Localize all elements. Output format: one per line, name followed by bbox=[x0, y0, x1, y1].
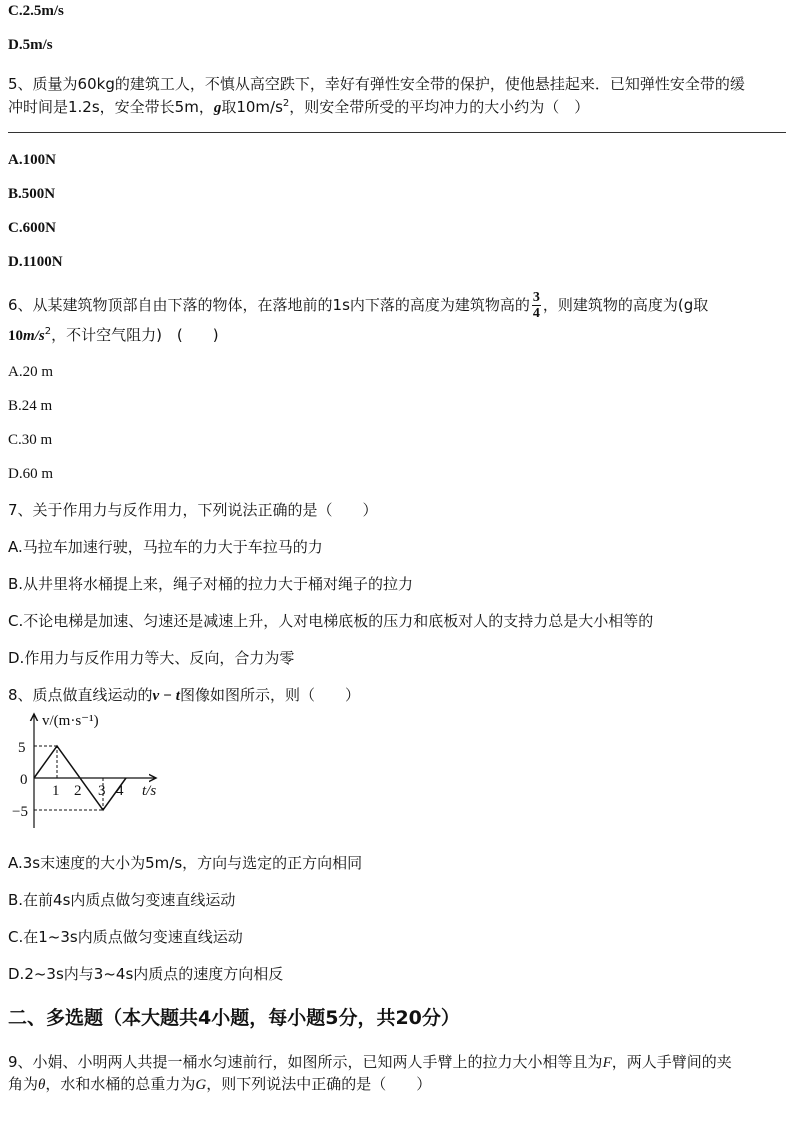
q8-stem-part-a: 8、质点做直线运动的 bbox=[8, 686, 153, 704]
q9-symbol-F: F bbox=[602, 1055, 612, 1071]
q5-stem-line1: 5、质量为60kg的建筑工人，不慎从高空跌下，幸好有弹性安全带的保护，使他悬挂起来．已知弹性安全带的缓 bbox=[8, 75, 745, 93]
q8-stem bbox=[8, 684, 786, 707]
q6-option-b: B.24 m bbox=[8, 398, 53, 414]
x-tick-2: 2 bbox=[74, 783, 82, 799]
q9-stem-part-e: ，则下列说法中正确的是（ ） bbox=[206, 1075, 432, 1093]
q7-option-c: C.不论电梯是加速、匀速还是减速上升，人对电梯底板的压力和底板对人的支持力总是大小相等的 bbox=[8, 612, 654, 630]
x-tick-4: 4 bbox=[116, 783, 124, 799]
q8-option-c: C.在1~3s内质点做匀变速直线运动 bbox=[8, 928, 243, 946]
q8-option-d: D.2~3s内与3~4s内质点的速度方向相反 bbox=[8, 965, 284, 983]
q8-vt-symbol: v − t bbox=[152, 688, 180, 704]
q5-option-d: D.1100N bbox=[8, 254, 63, 270]
x-tick-3: 3 bbox=[98, 783, 106, 799]
q6-option-a: A.20 m bbox=[8, 364, 53, 380]
q7-option-d: D.作用力与反作用力等大、反向，合力为零 bbox=[8, 649, 295, 667]
q9-stem-line1 bbox=[8, 1051, 786, 1074]
q5-stem-line2 bbox=[8, 96, 786, 119]
q5-option-c: C.600N bbox=[8, 220, 56, 236]
q9-symbol-theta: θ bbox=[38, 1077, 46, 1093]
q6-fraction bbox=[532, 290, 541, 321]
q6-fraction-numerator: 3 bbox=[532, 290, 540, 305]
q8-option-a: A.3s末速度的大小为5m/s，方向与选定的正方向相同 bbox=[8, 854, 363, 872]
q6-number: 10 bbox=[8, 328, 23, 344]
q5-symbol-g: g bbox=[213, 100, 222, 116]
vt-graph bbox=[6, 706, 176, 834]
q4-option-c: C.2.5m/s bbox=[8, 3, 64, 19]
x-tick-1: 1 bbox=[52, 783, 60, 799]
q6-stem-line2 bbox=[8, 324, 786, 347]
q4-option-d: D.5m/s bbox=[8, 37, 53, 53]
q9-stem-line2 bbox=[8, 1073, 786, 1096]
q7-option-a: A.马拉车加速行驶，马拉车的力大于车拉马的力 bbox=[8, 538, 323, 556]
y-tick-0: 0 bbox=[20, 772, 28, 788]
q7-stem: 7、关于作用力与反作用力，下列说法正确的是（ ） bbox=[8, 501, 378, 519]
y-tick-5: 5 bbox=[18, 740, 26, 756]
q5-stem-part-b: 取10m/s bbox=[221, 98, 283, 116]
x-axis-label: t/s bbox=[142, 783, 157, 799]
y-axis-label: v/(m·s⁻¹) bbox=[42, 713, 99, 729]
q9-stem-part-a: 9、小娟、小明两人共提一桶水匀速前行，如图所示，已知两人手臂上的拉力大小相等且为 bbox=[8, 1053, 603, 1071]
q5-option-b: B.500N bbox=[8, 186, 56, 202]
q6-option-c: C.30 m bbox=[8, 432, 53, 448]
y-tick-neg5: −5 bbox=[12, 804, 28, 820]
q6-stem-part-b: ，不计空气阻力) ( ) bbox=[51, 326, 219, 344]
q6-superscript: 2 bbox=[44, 326, 52, 337]
q9-stem-part-d: ，水和水桶的总重力为 bbox=[45, 1075, 196, 1093]
horizontal-divider bbox=[8, 132, 786, 133]
q8-option-b: B.在前4s内质点做匀变速直线运动 bbox=[8, 891, 236, 909]
q8-stem-part-b: 图像如图所示，则（ ） bbox=[179, 686, 360, 704]
q6-stem-part-b: ，则建筑物的高度为(g取 bbox=[542, 296, 709, 314]
q6-fraction-denominator: 4 bbox=[532, 306, 540, 321]
q6-stem-line1 bbox=[8, 287, 786, 323]
q5-superscript: 2 bbox=[282, 98, 290, 109]
q6-stem-part-a: 6、从某建筑物顶部自由下落的物体，在落地前的1s内下落的高度为建筑物高的 bbox=[8, 296, 530, 314]
section-heading-multi-choice: 二、多选题（本大题共4小题，每小题5分，共20分） bbox=[8, 1007, 460, 1029]
q5-stem-part-a: 冲时间是1.2s，安全带长5m， bbox=[8, 98, 214, 116]
q5-option-a: A.100N bbox=[8, 152, 56, 168]
q5-stem-part-c: ，则安全带所受的平均冲力的大小约为（ ） bbox=[289, 98, 590, 116]
q6-unit: m/s bbox=[23, 328, 45, 344]
q9-stem-part-b: ，两人手臂间的夹 bbox=[611, 1053, 732, 1071]
q7-option-b: B.从井里将水桶提上来，绳子对桶的拉力大于桶对绳子的拉力 bbox=[8, 575, 414, 593]
q6-option-d: D.60 m bbox=[8, 466, 53, 482]
q9-stem-part-c: 角为 bbox=[8, 1075, 39, 1093]
q9-symbol-G: G bbox=[195, 1077, 207, 1093]
